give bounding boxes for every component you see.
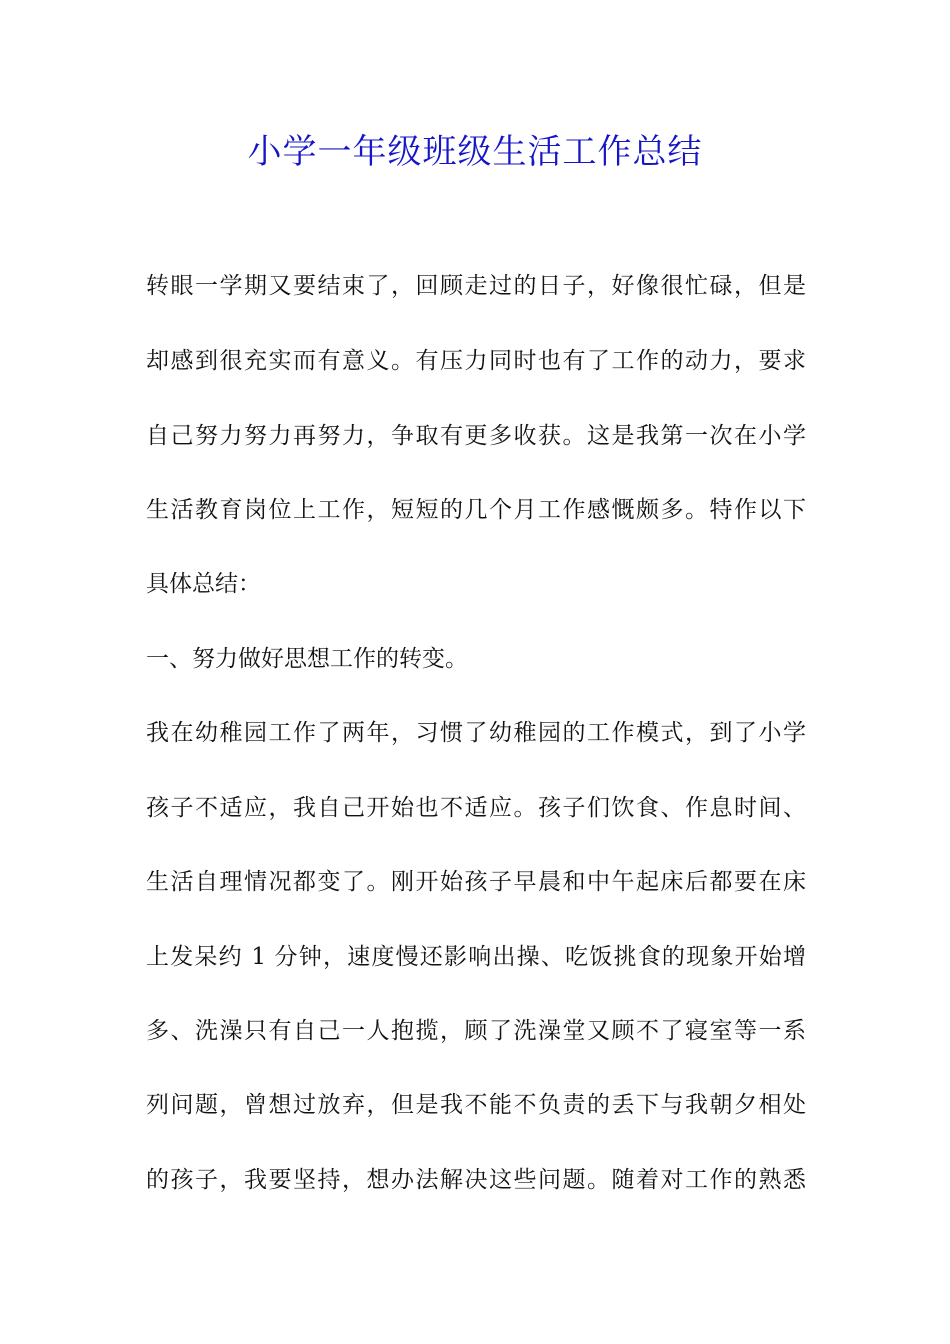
body-line-9: 生活自理情况都变了。刚开始孩子早晨和中午起床后都要在床 (146, 869, 806, 895)
section-heading-1: 一、努力做好思想工作的转变。 (146, 646, 468, 672)
body-line-5: 具体总结： (146, 571, 261, 597)
body-line-10: 上发呆约 1 分钟，速度慢还影响出操、吃饭挑食的现象开始增 (146, 944, 806, 970)
body-line-7: 我在幼稚园工作了两年，习惯了幼稚园的工作模式，到了小学 (146, 720, 806, 746)
body-line-11: 多、洗澡只有自己一人抱揽，顾了洗澡堂又顾不了寝室等一系 (146, 1018, 806, 1044)
body-line-1: 转眼一学期又要结束了，回顾走过的日子，好像很忙碌，但是 (146, 273, 806, 299)
body-line-12: 列问题，曾想过放弃，但是我不能不负责的丢下与我朝夕相处 (146, 1092, 806, 1118)
body-line-3: 自己努力努力再努力，争取有更多收获。这是我第一次在小学 (146, 423, 806, 449)
body-line-2: 却感到很充实而有意义。有压力同时也有了工作的动力，要求 (146, 348, 806, 374)
body-line-13: 的孩子，我要坚持，想办法解决这些问题。随着对工作的熟悉 (146, 1167, 806, 1193)
document-title: 小学一年级班级生活工作总结 (247, 132, 703, 172)
body-line-4: 生活教育岗位上工作，短短的几个月工作感慨颇多。特作以下 (146, 497, 806, 523)
body-line-8: 孩子不适应，我自己开始也不适应。孩子们饮食、作息时间、 (146, 795, 806, 821)
